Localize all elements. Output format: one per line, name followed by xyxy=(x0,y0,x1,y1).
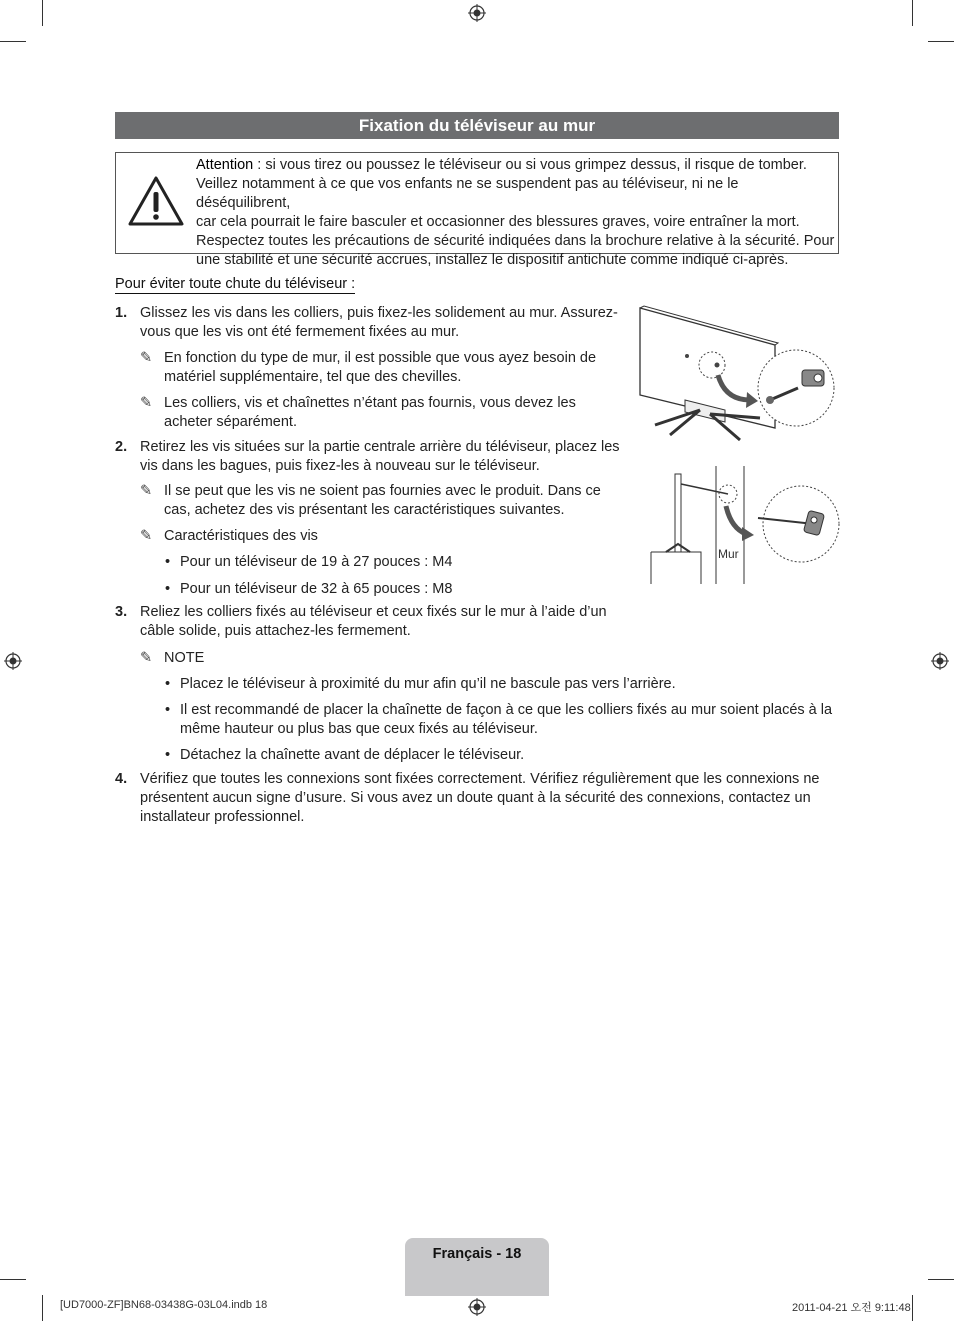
step-line: vis dans les bagues, puis fixez-les à nouveau sur le téléviseur. xyxy=(140,458,540,474)
warning-text xyxy=(196,156,836,270)
registration-mark-icon xyxy=(468,4,486,22)
note-pencil-icon: ✎ xyxy=(140,528,153,544)
note-pencil-icon: ✎ xyxy=(140,483,153,499)
note-line: Il se peut que les vis ne soient pas fournies avec le produit. Dans ce xyxy=(164,483,601,499)
step-number: 2. xyxy=(115,439,128,455)
crop-mark xyxy=(42,1295,43,1321)
bullet-text: même hauteur ou plus bas que ceux fixés au téléviseur. xyxy=(180,721,538,737)
step-line: Reliez les colliers fixés au téléviseur et ceux fixés sur le mur à l’aide d’un xyxy=(140,604,607,620)
step-number: 1. xyxy=(115,305,128,321)
note-line: cas, achetez des vis présentant les caractéristiques suivantes. xyxy=(164,502,565,518)
warning-triangle-icon xyxy=(127,175,185,227)
note-line: matériel supplémentaire, tel que des chevilles. xyxy=(164,369,462,385)
bullet-icon: • xyxy=(165,747,171,763)
warning-label: Attention xyxy=(196,157,254,173)
registration-mark-icon xyxy=(931,652,949,670)
bullet-text: Placez le téléviseur à proximité du mur afin qu’il ne bascule pas vers l’arrière. xyxy=(180,676,676,692)
warning-line: une stabilité et une sécurité accrues, installez le dispositif antichute comme indiqué ci-après. xyxy=(196,252,789,268)
registration-mark-icon xyxy=(468,1298,486,1316)
note-line: En fonction du type de mur, il est possible que vous ayez besoin de xyxy=(164,350,597,366)
wall-label: Mur xyxy=(718,547,739,561)
bullet-text: Détachez la chaînette avant de déplacer le téléviseur. xyxy=(180,747,525,763)
step-line: vous que les vis ont été fermement fixées au mur. xyxy=(140,324,460,340)
page-number-tab xyxy=(405,1238,549,1296)
step-line: Retirez les vis situées sur la partie centrale arrière du téléviseur, placez les xyxy=(140,439,620,455)
page-number: Français - 18 xyxy=(432,1246,522,1262)
wall-chain-illustration xyxy=(646,466,841,586)
registration-mark-icon xyxy=(4,652,22,670)
crop-mark xyxy=(0,1279,26,1280)
bullet-icon: • xyxy=(165,702,171,718)
warning-line: Veillez notamment à ce que vos enfants ne se suspendent pas au téléviseur, ni ne le déséquilibrent, xyxy=(196,176,739,211)
note-line: acheter séparément. xyxy=(164,414,297,430)
note-pencil-icon: ✎ xyxy=(140,395,153,411)
bullet-icon: • xyxy=(165,581,171,597)
step-line: Glissez les vis dans les colliers, puis fixez-les solidement au mur. Assurez- xyxy=(140,305,618,321)
warning-box xyxy=(115,152,839,268)
bullet-text: Pour un téléviseur de 19 à 27 pouces : M4 xyxy=(180,554,453,570)
bullet-text: Pour un téléviseur de 32 à 65 pouces : M8 xyxy=(180,581,453,597)
tv-bracket-illustration xyxy=(630,300,840,445)
step-line: câble solide, puis attachez-les fermement. xyxy=(140,623,411,639)
bullet-text: Il est recommandé de placer la chaînette de façon à ce que les colliers fixés au mur soient placés à la xyxy=(180,702,833,718)
crop-mark xyxy=(928,1279,954,1280)
footer-timestamp: 2011-04-21 오전 9:11:48 xyxy=(792,1302,911,1314)
warning-line: : si vous tirez ou poussez le téléviseur ou si vous grimpez dessus, il risque de tomber. xyxy=(253,157,807,173)
warning-line: car cela pourrait le faire basculer et occasionner des blessures graves, voire entraîner la mort. xyxy=(196,214,800,230)
bullet-icon: • xyxy=(165,676,171,692)
footer-file-info: [UD7000-ZF]BN68-03438G-03L04.indb 18 xyxy=(60,1299,268,1311)
step-number: 4. xyxy=(115,771,128,787)
crop-mark xyxy=(928,41,954,42)
step-line: installateur professionnel. xyxy=(140,809,305,825)
crop-mark xyxy=(42,0,43,26)
crop-mark xyxy=(912,1295,913,1321)
note-label: NOTE xyxy=(164,650,205,666)
step-line: Vérifiez que toutes les connexions sont fixées correctement. Vérifiez régulièrement que les connexions ne xyxy=(140,771,820,787)
note-line: Les colliers, vis et chaînettes n’étant pas fournis, vous devez les xyxy=(164,395,576,411)
note-line: Caractéristiques des vis xyxy=(164,528,318,544)
subheading: Pour éviter toute chute du téléviseur : xyxy=(115,276,356,292)
crop-mark xyxy=(912,0,913,26)
step-number: 3. xyxy=(115,604,128,620)
bullet-icon: • xyxy=(165,554,171,570)
note-pencil-icon: ✎ xyxy=(140,350,153,366)
section-title: Fixation du téléviseur au mur xyxy=(115,112,839,139)
crop-mark xyxy=(0,41,26,42)
warning-line: Respectez toutes les précautions de sécurité indiquées dans la brochure relative à la sécurité. Pour xyxy=(196,233,835,249)
note-pencil-icon: ✎ xyxy=(140,650,153,666)
step-line: présentent aucun signe d’usure. Si vous avez un doute quant à la sécurité des connexions, contactez un xyxy=(140,790,811,806)
